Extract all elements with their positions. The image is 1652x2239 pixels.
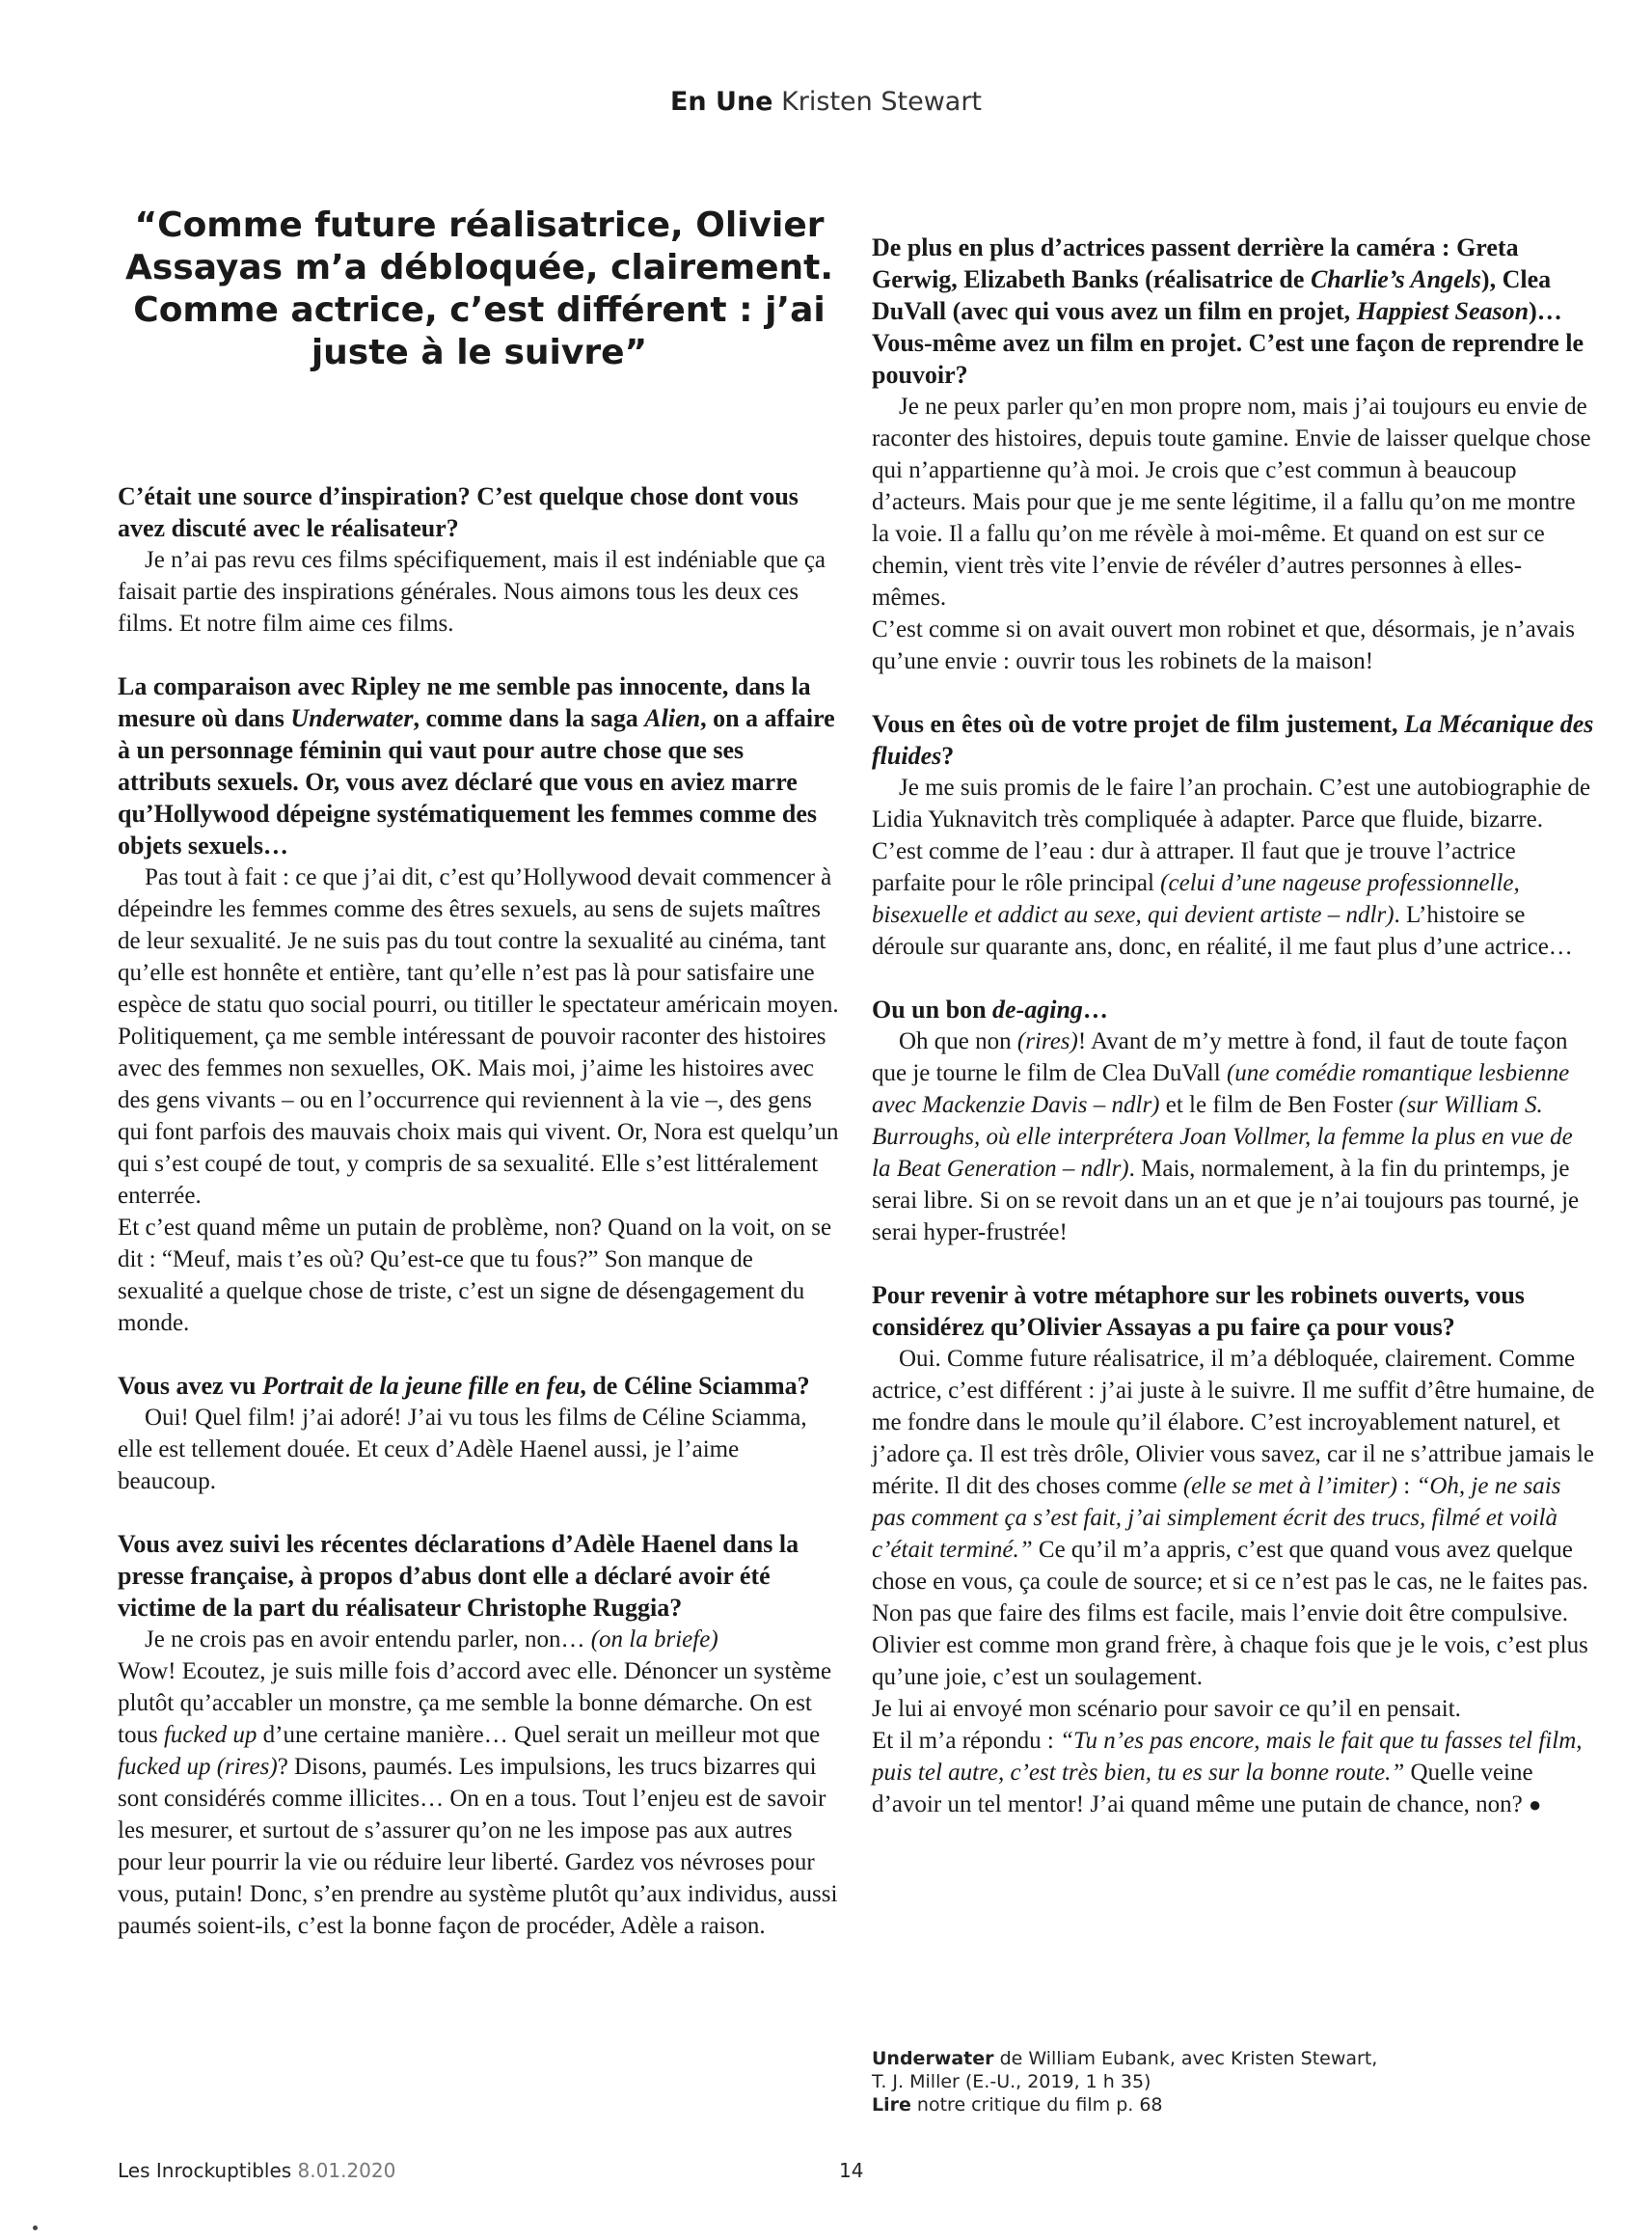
- left-column: [118, 205, 841, 1973]
- film-title: Underwater: [872, 2048, 994, 2069]
- interview-block: [118, 480, 841, 640]
- question: Vous avez vu Portrait de la jeune fille en feu, de Céline Sciamma?: [118, 1372, 810, 1400]
- interview-block: [872, 1279, 1595, 1820]
- question: Ou un bon de-aging…: [872, 996, 1108, 1024]
- interview-block: [872, 994, 1595, 1248]
- end-mark: ●: [1529, 1792, 1542, 1816]
- answer: Et il m’a répondu : “Tu n’es pas encore, mais le fait que tu fasses tel film, puis tel autre, c’est très bien, tu es sur la bonne route.” Quelle veine d’avoir un tel mentor! J’ai quand même une putain de chance, non? ●: [872, 1728, 1583, 1817]
- question: Vous en êtes où de votre projet de film justement, La Mécanique des fluides?: [872, 710, 1594, 770]
- answer: Oh que non (rires)! Avant de m’y mettre à fond, il faut de toute façon que je tourne le film de Clea DuVall (une comédie romantique lesbienne avec Mackenzie Davis – ndlr) et le film de Ben Foster (sur William S. Burroughs, où elle interprétera Joan Vollmer, la femme la plus en vue de la Beat Generation – ndlr). Mais, normalement, à la fin du printemps, je serai libre. Si on se revoit dans un an et que je n’ai toujours pas tourné, je serai hyper-frustrée!: [872, 1028, 1580, 1245]
- answer: Je lui ai envoyé mon scénario pour savoir ce qu’il en pensait.: [872, 1696, 1461, 1722]
- interview-block: [118, 1370, 841, 1497]
- answer: Oui! Quel film! j’ai adoré! J’ai vu tous les films de Céline Sciamma, elle est tellement douée. Et ceux d’Adèle Haenel aussi, je l’aime beaucoup.: [118, 1405, 807, 1494]
- section-subject: Kristen Stewart: [781, 87, 983, 117]
- pull-quote: “Comme future réalisatrice, Olivier Assayas m’a débloquée, clairement. Comme actrice, c’est différent : j’ai juste à le suivre”: [124, 205, 834, 372]
- question: La comparaison avec Ripley ne me semble pas innocente, dans la mesure où dans Underwater, comme dans la saga Alien, on a affaire à un personnage féminin qui vaut pour autre chose que ses attributs sexuels. Or, vous avez déclaré que vous en aviez marre qu’Hollywood dépeigne systématiquement les femmes comme des objets sexuels…: [118, 672, 835, 860]
- page-number: 14: [839, 2159, 864, 2182]
- interview-block: [118, 670, 841, 1339]
- answer: C’est comme si on avait ouvert mon robinet et que, désormais, je n’avais qu’une envie : ouvrir tous les robinets de la maison!: [872, 616, 1575, 674]
- answer: Je ne crois pas en avoir entendu parler, non… (on la briefe): [145, 1626, 718, 1652]
- answer: Et c’est quand même un putain de problème, non? Quand on la voit, on se dit : “Meuf, mais t’es où? Qu’est-ce que tu fous?” Son manque de sexualité a quelque chose de triste, c’est un signe de désengagement du monde.: [118, 1215, 832, 1336]
- interview-block: [118, 1528, 841, 1942]
- question: Pour revenir à votre métaphore sur les robinets ouverts, vous considérez qu’Olivier Assayas a pu faire ça pour vous?: [872, 1281, 1525, 1341]
- lire-label: Lire: [872, 2094, 911, 2116]
- interview-block: [872, 232, 1595, 677]
- question: C’était une source d’inspiration? C’est quelque chose dont vous avez discuté avec le réalisateur?: [118, 482, 799, 542]
- answer: Je me suis promis de le faire l’an prochain. C’est une autobiographie de Lidia Yuknavitch très compliquée à adapter. Parce que fluide, bizarre. C’est comme de l’eau : dur à attraper. Il faut que je trouve l’actrice parfaite pour le rôle principal (celui d’une nageuse professionnelle, bisexuelle et addict au sexe, qui devient artiste – ndlr). L’histoire se déroule sur quarante ans, donc, en réalité, il me faut plus d’une actrice…: [872, 775, 1591, 960]
- question: Vous avez suivi les récentes déclarations d’Adèle Haenel dans la presse française, à propos d’abus dont elle a déclaré avoir été victime de la part du réalisateur Christophe Ruggia?: [118, 1530, 799, 1622]
- question: De plus en plus d’actrices passent derrière la caméra : Greta Gerwig, Elizabeth Banks (réalisatrice de Charlie’s Angels), Clea DuVall (avec qui vous avez un film en projet, Happiest Season)… Vous-même avez un film en projet. C’est une façon de reprendre le pouvoir?: [872, 233, 1584, 389]
- film-credits: Underwater de William Eubank, avec Kristen Stewart, T. J. Miller (E.-U., 2019, 1 h 35) Lire notre critique du film p. 68: [872, 2048, 1378, 2116]
- answer: Wow! Ecoutez, je suis mille fois d’accord avec elle. Dénoncer un système plutôt qu’accabler un monstre, ça me semble la bonne démarche. On est tous fucked up d’une certaine manière… Quel serait un meilleur mot que fucked up (rires)? Disons, paumés. Les impulsions, les trucs bizarres qui sont considérés comme illicites… On en a tous. Tout l’enjeu est de savoir les mesurer, et surtout de s’assurer qu’on ne les impose pas aux autres pour leur pourrir la vie ou réduire leur liberté. Gardez vos névroses pour vous, putain! Donc, s’en prendre au système plutôt qu’aux individus, aussi paumés soient-ils, c’est la bonne façon de procéder, Adèle a raison.: [118, 1658, 838, 1939]
- corner-dot: [33, 2225, 38, 2230]
- answer: Je n’ai pas revu ces films spécifiquement, mais il est indéniable que ça faisait partie des inspirations générales. Nous aimons tous les deux ces films. Et notre film aime ces films.: [118, 547, 826, 637]
- page-header: [0, 87, 1652, 117]
- issue-date: 8.01.2020: [297, 2159, 396, 2182]
- interview-block: [872, 708, 1595, 963]
- publication-name: Les Inrockuptibles: [118, 2159, 292, 2182]
- answer: Pas tout à fait : ce que j’ai dit, c’est qu’Hollywood devait commencer à dépeindre les femmes comme des êtres sexuels, au sens de sujets maîtres de leur sexualité. Je ne suis pas du tout contre la sexualité au cinéma, tant qu’elle est honnête et entière, tant qu’elle n’est pas là pour satisfaire une espèce de statu quo social pourri, ou titiller le spectateur américain moyen.: [118, 864, 839, 1018]
- section-label: En Une: [669, 87, 773, 117]
- right-column: [872, 232, 1595, 1851]
- footer-publication: [118, 2159, 395, 2182]
- answer: Politiquement, ça me semble intéressant de pouvoir raconter des histoires avec des femmes non sexuelles, OK. Mais moi, j’aime les histoires avec des gens vivants – ou en l’occurrence qui reviennent à la vie –, des gens qui font parfois des mauvais choix mais qui vivent. Or, Nora est quelqu’un qui s’est coupé de tout, y compris de sa sexualité. Elle s’est littéralement enterrée.: [118, 1024, 839, 1209]
- answer: Je ne peux parler qu’en mon propre nom, mais j’ai toujours eu envie de raconter des histoires, depuis toute gamine. Envie de laisser quelque chose qui n’appartienne qu’à moi. Je crois que c’est commun à beaucoup d’acteurs. Mais pour que je me sente légitime, il a fallu qu’on me montre la voie. Il a fallu qu’on me révèle à moi-même. Et quand on est sur ce chemin, vient très vite l’envie de révéler d’autres personnes à elles-mêmes.: [872, 394, 1591, 611]
- answer: Oui. Comme future réalisatrice, il m’a débloquée, clairement. Comme actrice, c’est différent : j’ai juste à le suivre. Il me suffit d’être humaine, de me fondre dans le moule qu’il élabore. C’est incroyablement naturel, et j’adore ça. Il est très drôle, Olivier vous savez, car il ne s’attribue jamais le mérite. Il dit des choses comme (elle se met à l’imiter) : “Oh, je ne sais pas comment ça s’est fait, j’ai simplement écrit des trucs, filmé et voilà c’était terminé.” Ce qu’il m’a appris, c’est que quand vous avez quelque chose en vous, ça coule de source; et si ce n’est pas le cas, ne le faites pas. Non pas que faire des films est facile, mais l’envie doit être compulsive. Olivier est comme mon grand frère, à chaque fois que je le vois, c’est plus qu’une joie, c’est un soulagement.: [872, 1346, 1595, 1690]
